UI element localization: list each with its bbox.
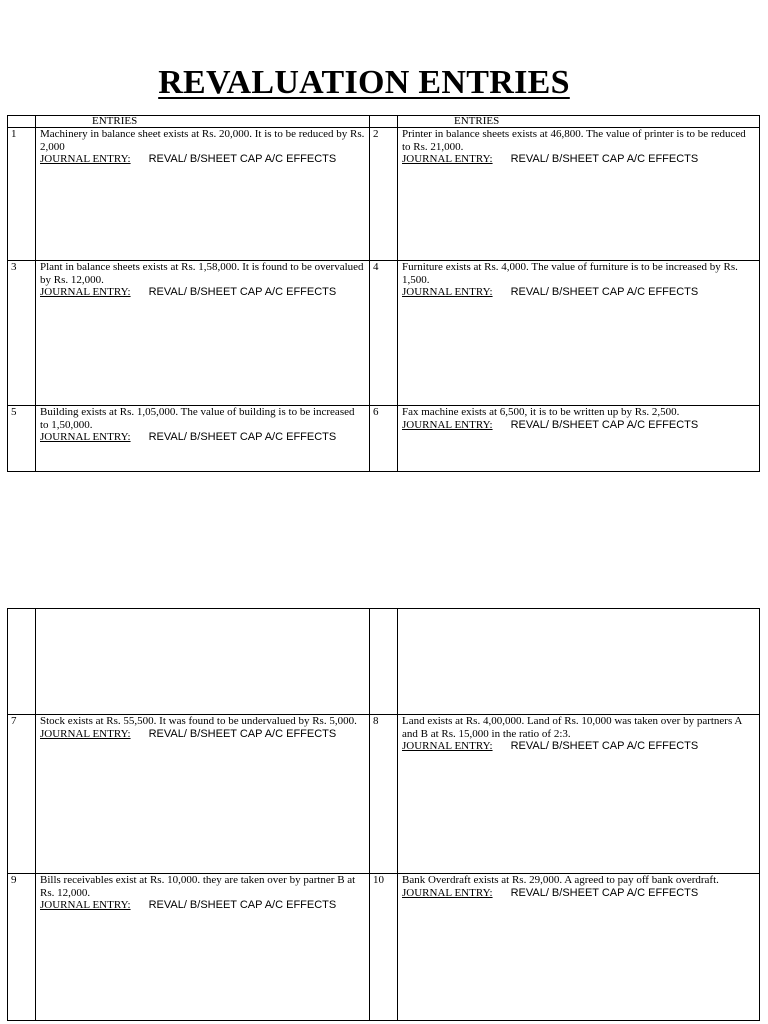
- effects-label: REVAL/ B/SHEET CAP A/C EFFECTS: [148, 899, 337, 911]
- journal-entry-label: JOURNAL ENTRY:: [40, 899, 131, 911]
- entry-cell: [398, 715, 760, 874]
- entry-number: 10: [370, 874, 398, 1021]
- entry-statement: Furniture exists at Rs. 4,000. The value of furniture is to be increased by Rs. 1,500.: [402, 261, 738, 286]
- header-entries-right: ENTRIES: [398, 116, 760, 128]
- table-row-blank: [8, 609, 760, 715]
- journal-entry-label: JOURNAL ENTRY:: [402, 418, 493, 431]
- journal-entry-line: [40, 153, 365, 166]
- table-row: [8, 874, 760, 1021]
- journal-entry-line: [402, 740, 755, 753]
- entry-number: 4: [370, 261, 398, 406]
- entry-number: 5: [8, 406, 36, 472]
- header-num-cell: [8, 116, 36, 128]
- journal-entry-label: JOURNAL ENTRY:: [402, 153, 493, 165]
- effects-label: REVAL/ B/SHEET CAP A/C EFFECTS: [510, 886, 699, 899]
- journal-entry-line: [402, 419, 755, 432]
- entry-number: 8: [370, 715, 398, 874]
- entry-statement: Plant in balance sheets exists at Rs. 1,58,000. It is found to be overvalued by Rs. 12,000.: [40, 261, 364, 286]
- header-entries-left: ENTRIES: [36, 116, 370, 128]
- table-row: [8, 128, 760, 261]
- header-num-cell: [370, 116, 398, 128]
- empty-cell: [370, 609, 398, 715]
- journal-entry-label: JOURNAL ENTRY:: [40, 727, 131, 740]
- journal-entry-label: JOURNAL ENTRY:: [40, 153, 131, 165]
- effects-label: REVAL/ B/SHEET CAP A/C EFFECTS: [510, 286, 699, 298]
- entry-statement: Machinery in balance sheet exists at Rs. 20,000. It is to be reduced by Rs. 2,000: [40, 128, 365, 153]
- journal-entry-label: JOURNAL ENTRY:: [402, 886, 493, 899]
- journal-entry-line: [40, 286, 365, 299]
- entry-statement: Bank Overdraft exists at Rs. 29,000. A agreed to pay off bank overdraft.: [402, 874, 719, 886]
- entry-cell: [36, 874, 370, 1021]
- entry-cell: [398, 874, 760, 1021]
- empty-cell: [398, 609, 760, 715]
- entry-statement: Land exists at Rs. 4,00,000. Land of Rs. 10,000 was taken over by partners A and B at Rs. 15,000 in the ratio of 2:3.: [402, 715, 742, 740]
- table-row: [8, 406, 760, 472]
- entries-table-2: [7, 608, 760, 1021]
- entry-statement: Fax machine exists at 6,500, it is to be written up by Rs. 2,500.: [402, 406, 680, 418]
- page-title: REVALUATION ENTRIES: [158, 64, 570, 101]
- entry-cell: [36, 261, 370, 406]
- journal-entry-line: [402, 286, 755, 299]
- table-row: [8, 715, 760, 874]
- empty-cell: [36, 609, 370, 715]
- entry-statement: Printer in balance sheets exists at 46,800. The value of printer is to be reduced to Rs. 21,000.: [402, 128, 746, 153]
- entry-cell: [398, 406, 760, 472]
- entry-statement: Bills receivables exist at Rs. 10,000. they are taken over by partner B at Rs. 12,000.: [40, 874, 356, 899]
- journal-entry-label: JOURNAL ENTRY:: [402, 286, 493, 298]
- entry-number: 1: [8, 128, 36, 261]
- entry-number: 2: [370, 128, 398, 261]
- journal-entry-line: [40, 431, 365, 444]
- entry-statement: Building exists at Rs. 1,05,000. The value of building is to be increased to 1,50,000.: [40, 406, 355, 431]
- entry-number: 6: [370, 406, 398, 472]
- journal-entry-line: [40, 728, 365, 741]
- empty-cell: [8, 609, 36, 715]
- effects-label: REVAL/ B/SHEET CAP A/C EFFECTS: [148, 431, 337, 443]
- entry-cell: [398, 128, 760, 261]
- effects-label: REVAL/ B/SHEET CAP A/C EFFECTS: [510, 418, 699, 431]
- journal-entry-label: JOURNAL ENTRY:: [402, 740, 493, 752]
- effects-label: REVAL/ B/SHEET CAP A/C EFFECTS: [148, 286, 337, 298]
- entry-statement: Stock exists at Rs. 55,500. It was found to be undervalued by Rs. 5,000.: [40, 715, 357, 727]
- journal-entry-line: [402, 153, 755, 166]
- entry-cell: [398, 261, 760, 406]
- header-row: [8, 116, 760, 128]
- effects-label: REVAL/ B/SHEET CAP A/C EFFECTS: [148, 727, 337, 740]
- entry-cell: [36, 128, 370, 261]
- effects-label: REVAL/ B/SHEET CAP A/C EFFECTS: [148, 153, 337, 165]
- journal-entry-line: [40, 899, 365, 912]
- effects-label: REVAL/ B/SHEET CAP A/C EFFECTS: [510, 740, 699, 752]
- entry-number: 9: [8, 874, 36, 1021]
- entry-number: 3: [8, 261, 36, 406]
- table-row: [8, 261, 760, 406]
- journal-entry-line: [402, 887, 755, 900]
- entries-table-1: [7, 115, 760, 472]
- effects-label: REVAL/ B/SHEET CAP A/C EFFECTS: [510, 153, 699, 165]
- entry-cell: [36, 406, 370, 472]
- entry-cell: [36, 715, 370, 874]
- journal-entry-label: JOURNAL ENTRY:: [40, 431, 131, 443]
- entry-number: 7: [8, 715, 36, 874]
- journal-entry-label: JOURNAL ENTRY:: [40, 286, 131, 298]
